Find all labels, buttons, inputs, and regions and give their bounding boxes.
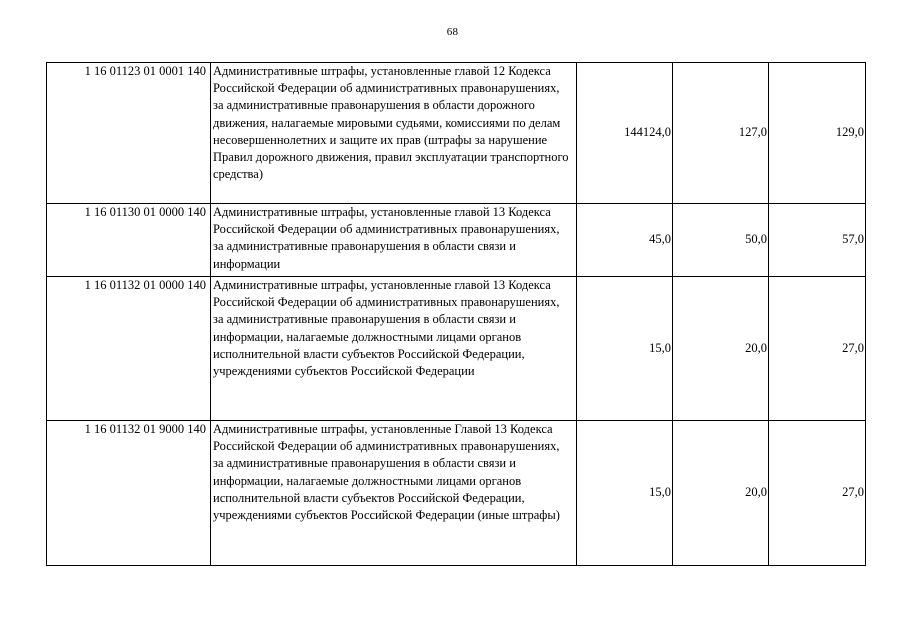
description-cell: Административные штрафы, установленные главой 13 Кодекса Российской Федерации об административных правонарушениях, за административные правонарушения в области связи и информации [211,204,577,277]
budget-code-cell: 1 16 01132 01 0000 140 [47,277,211,421]
table-row [47,277,866,421]
amount-cell-year-2: 50,0 [673,204,769,277]
amount-cell-year-2: 127,0 [673,63,769,204]
description-cell: Административные штрафы, установленные главой 12 Кодекса Российской Федерации об административных правонарушениях, за административные правонарушения в области дорожного движения, налагаемые мировыми судьями, комиссиями по делам несовершеннолетних и защите их прав (штрафы за нарушение Правил дорожного движения, правил эксплуатации транспортного средства) [211,63,577,204]
amount-cell-year-1: 45,0 [577,204,673,277]
description-cell: Административные штрафы, установленные главой 13 Кодекса Российской Федерации об административных правонарушениях, за административные правонарушения в области связи и информации, налагаемые должностными лицами органов исполнительной власти субъектов Российской Федерации, учреждениями субъектов Российской Федерации [211,277,577,421]
budget-code-cell: 1 16 01132 01 9000 140 [47,421,211,566]
revenue-table [46,62,866,566]
amount-cell-year-1: 144124,0 [577,63,673,204]
amount-cell-year-3: 129,0 [769,63,866,204]
amount-cell-year-2: 20,0 [673,421,769,566]
table-row [47,63,866,204]
description-cell: Административные штрафы, установленные Главой 13 Кодекса Российской Федерации об административных правонарушениях, за административные правонарушения в области связи и информации, налагаемые должностными лицами органов исполнительной власти субъектов Российской Федерации, учреждениями субъектов Российской Федерации (иные штрафы) [211,421,577,566]
amount-cell-year-2: 20,0 [673,277,769,421]
table-row [47,421,866,566]
budget-code-cell: 1 16 01123 01 0001 140 [47,63,211,204]
amount-cell-year-1: 15,0 [577,277,673,421]
amount-cell-year-1: 15,0 [577,421,673,566]
amount-cell-year-3: 27,0 [769,277,866,421]
table-row [47,204,866,277]
page-number: 68 [446,26,459,38]
budget-code-cell: 1 16 01130 01 0000 140 [47,204,211,277]
amount-cell-year-3: 57,0 [769,204,866,277]
amount-cell-year-3: 27,0 [769,421,866,566]
